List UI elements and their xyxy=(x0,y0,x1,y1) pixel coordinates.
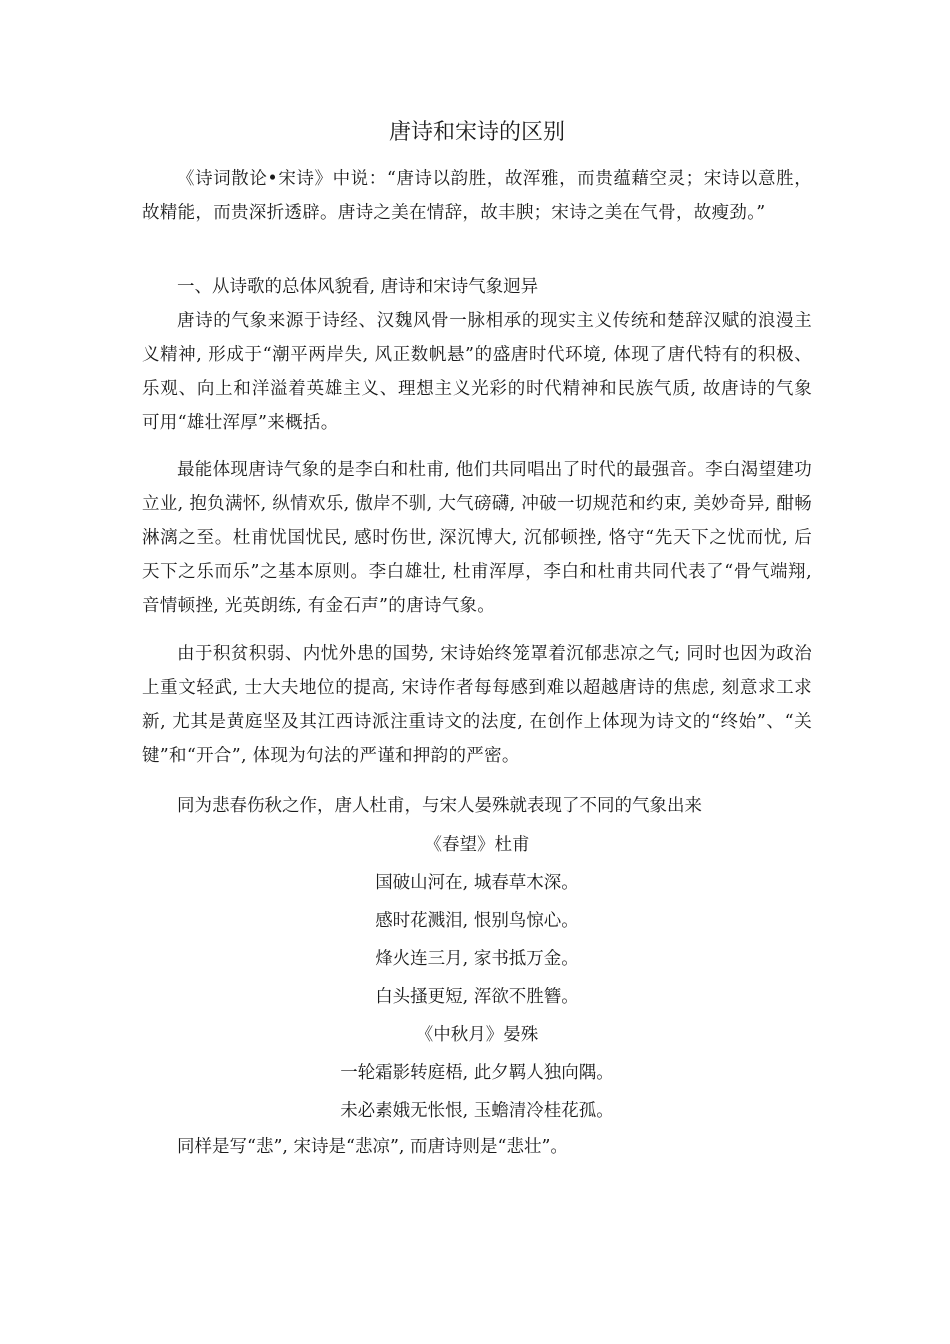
page-title: 唐诗和宋诗的区别 xyxy=(388,120,565,145)
poem-zhongqiuyue xyxy=(142,1016,812,1130)
paragraph-song-spirit: 由于积贫积弱、内忧外患的国势, 宋诗始终笼罩着沉郁悲凉之气; 同时也因为政治上重文轻武, 士大夫地位的提高, 宋诗作者每每感到难以超越唐诗的焦虑, 刻意求工求新, 尤其是黄庭坚及其江西诗派注重诗文的法度, 在创作上体现为诗文的“终始”、“关键”和“开合”, 体现为句法的严谨和押韵的严密。 xyxy=(142,644,812,766)
intro-paragraph: 《诗词散论•宋诗》中说：“唐诗以韵胜，故浑雅，而贵蕴藉空灵；宋诗以意胜，故精能，而贵深折透辟。唐诗之美在情辞，故丰腴；宋诗之美在气骨，故瘦劲。” xyxy=(142,169,812,223)
poem-title: 《中秋月》晏殊 xyxy=(415,1025,539,1045)
poem-line: 白头搔更短, 浑欲不胜簪。 xyxy=(375,987,579,1007)
poem-line: 感时花溅泪, 恨别鸟惊心。 xyxy=(375,911,579,931)
paragraph-tang-spirit: 唐诗的气象来源于诗经、汉魏风骨一脉相承的现实主义传统和楚辞汉赋的浪漫主义精神, 形成于“潮平两岸失, 风正数帆悬”的盛唐时代环境, 体现了唐代特有的积极、乐观、向上和洋溢着英雄主义、理想主义光彩的时代精神和民族气质, 故唐诗的气象可用“雄壮浑厚”来概括。 xyxy=(142,311,812,433)
poem-line: 未必素娥无怅恨, 玉蟾清冷桂花孤。 xyxy=(340,1101,614,1121)
poem-line: 烽火连三月, 家书抵万金。 xyxy=(375,949,579,969)
section-heading-1: 一、从诗歌的总体风貌看, 唐诗和宋诗气象迥异 xyxy=(177,277,539,297)
poem-title: 《春望》杜甫 xyxy=(424,835,530,855)
paragraph-comparison-intro: 同为悲春伤秋之作，唐人杜甫，与宋人晏殊就表现了不同的气象出来 xyxy=(177,796,702,816)
conclusion-paragraph: 同样是写“悲”, 宋诗是“悲凉”, 而唐诗则是“悲壮”。 xyxy=(177,1137,568,1157)
poem-chunwang xyxy=(142,826,812,1016)
poem-line: 国破山河在, 城春草木深。 xyxy=(375,873,579,893)
paragraph-li-du: 最能体现唐诗气象的是李白和杜甫, 他们共同唱出了时代的最强音。李白渴望建功立业, 抱负满怀, 纵情欢乐, 傲岸不驯, 大气磅礴, 冲破一切规范和约束, 美妙奇异, 酣畅淋漓之至。杜甫忧国忧民, 感时伤世, 深沉博大, 沉郁顿挫, 恪守“先天下之忧而忧, 后天下之乐而乐”之基本原则。李白雄壮, 杜甫浑厚，李白和杜甫共同代表了“骨气端翔, 音情顿挫, 光英朗练, 有金石声”的唐诗气象。 xyxy=(142,460,812,616)
poem-line: 一轮霜影转庭梧, 此夕羁人独向隅。 xyxy=(340,1063,614,1083)
